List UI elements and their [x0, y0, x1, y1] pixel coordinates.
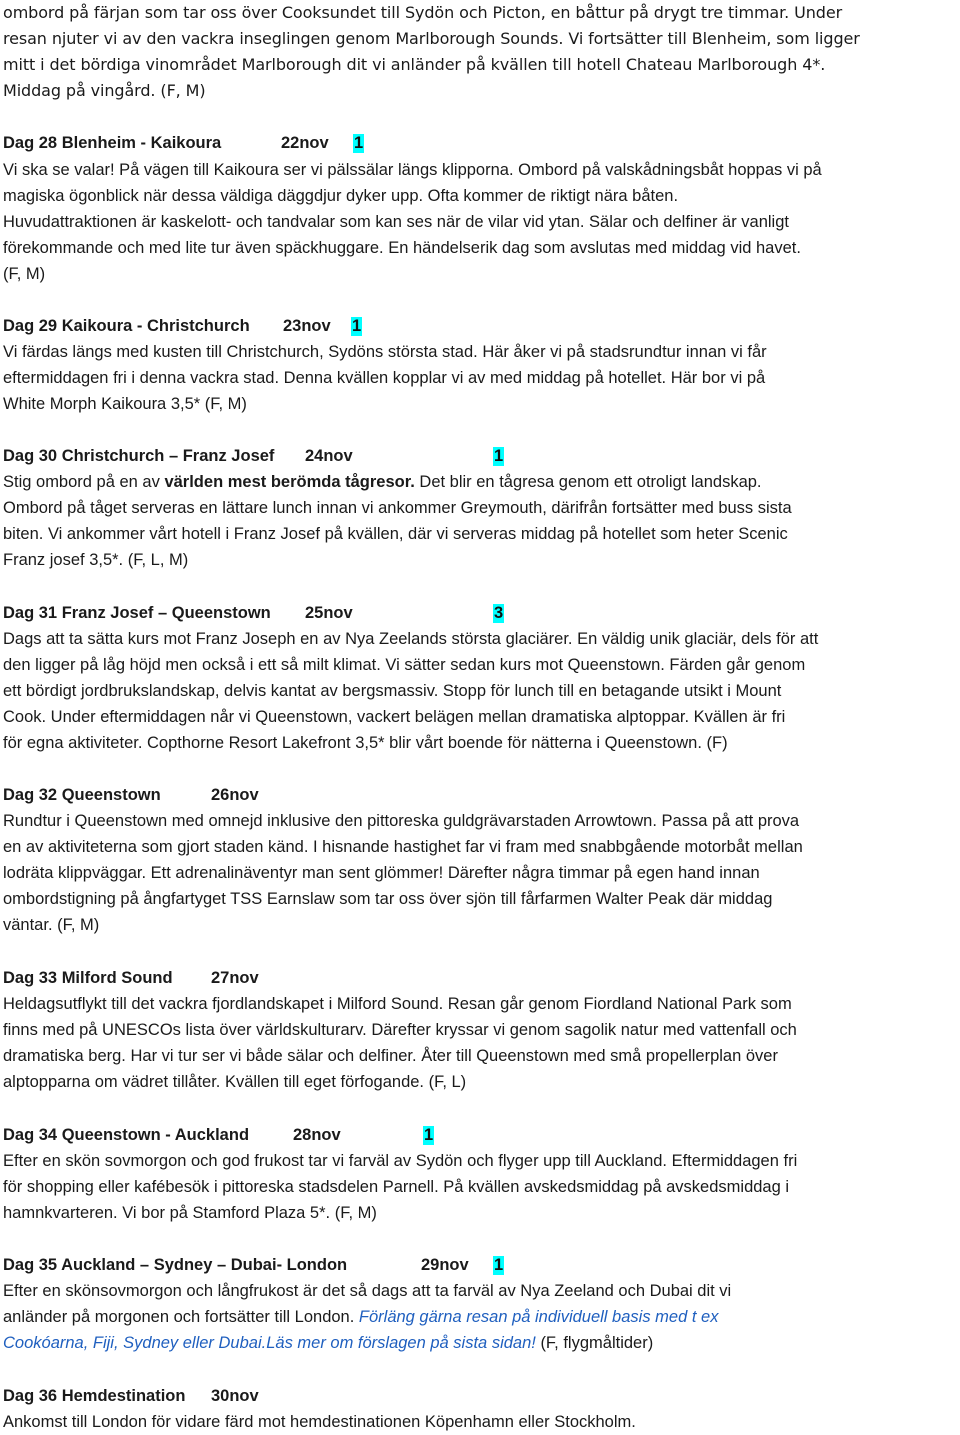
day-33-line-3: dramatiska berg. Har vi tur ser vi både sälar och delfiner. Åter till Queenstown med små propellerplan över	[3, 1047, 778, 1065]
day-30-date: 24nov	[305, 447, 353, 465]
day-30-heading	[3, 443, 504, 469]
day-28-title: Dag 28 Blenheim - Kaikoura	[3, 134, 222, 152]
day-32-line-1: Rundtur i Queenstown med omnejd inklusive den pittoreska guldgrävarstaden Arrowtown. Passa på att prova	[3, 812, 800, 830]
day-31-line-5: för egna aktiviteter. Copthorne Resort Lakefront 3,5* blir vårt boende för nätterna i Queenstown. (F)	[3, 734, 728, 752]
day-31-date: 25nov	[305, 604, 353, 622]
day-31-line-4: Cook. Under eftermiddagen når vi Queenstown, vackert belägen mellan dramatiska alptoppar. Kvällen är fri	[3, 708, 786, 726]
day-28-line-5: (F, M)	[3, 265, 46, 283]
day-36-line-1: Ankomst till London för vidare färd mot hemdestinationen Köpenhamn eller Stockholm.	[3, 1413, 636, 1431]
day-32-date: 26nov	[211, 786, 259, 804]
day-33-line-2: finns med på UNESCOs lista över världskulturarv. Därefter kryssar vi genom sagolik natur med vattenfall och	[3, 1021, 797, 1039]
day-31-line-2: den ligger på låg höjd men också i ett så milt klimat. Vi sätter sedan kurs mot Queenstown. Färden går genom	[3, 656, 806, 674]
day-31-line-1: Dags att ta sätta kurs mot Franz Joseph en av Nya Zeelands största glaciärer. En väldig unik glaciär, dels för att	[3, 630, 819, 648]
day-35-heading	[3, 1252, 504, 1278]
day-30-line-1-c: Det blir en tågresa genom ett otroligt landskap.	[419, 473, 762, 491]
day-29-heading	[3, 313, 362, 339]
day-35-line-3	[3, 1330, 653, 1356]
day-29-date: 23nov	[283, 317, 331, 335]
day-36-title: Dag 36 Hemdestination	[3, 1387, 186, 1405]
day-35-line-1: Efter en skönsovmorgon och långfrukost är det så dags att ta farväl av Nya Zeeland och Dubai dit vi	[3, 1282, 732, 1300]
day-33-date: 27nov	[211, 969, 259, 987]
day-34-title: Dag 34 Queenstown - Auckland	[3, 1126, 250, 1144]
day-34-line-1: Efter en skön sovmorgon och god frukost tar vi farväl av Sydön och flyger upp till Auckland. Eftermiddagen fri	[3, 1152, 798, 1170]
intro-line-3: mitt i det bördiga vinområdet Marlborough dit vi anländer på kvällen till hotell Chateau Marlborough 4*.	[3, 55, 826, 74]
day-35-meals: (F, flygmåltider)	[540, 1334, 654, 1352]
day-33-line-4: alptopparna om vädret tillåter. Kvällen till eget förfogande. (F, L)	[3, 1073, 467, 1091]
day-32-line-5: väntar. (F, M)	[3, 916, 100, 934]
intro-line-2: resan njuter vi av den vackra inseglingen genom Marlborough Sounds. Vi fortsätter till Blenheim, som ligger	[3, 29, 860, 48]
day-36-date: 30nov	[211, 1387, 259, 1405]
day-35-date: 29nov	[421, 1256, 469, 1274]
day-32-title: Dag 32 Queenstown	[3, 786, 161, 804]
day-34-line-2: för shopping eller kafébesök i pittoreska stadsdelen Parnell. På kvällen avskedsmiddag på avskedsmiddag i	[3, 1178, 790, 1196]
day-35-line-2	[3, 1304, 718, 1330]
day-31-nights-badge: 3	[494, 604, 504, 622]
intro-line-1: ombord på färjan som tar oss över Cooksundet till Sydön och Picton, en båttur på drygt tre timmar. Under	[3, 3, 843, 22]
day-28-line-3: Huvudattraktionen är kaskelott- och tandvalar som kan ses när de vilar vid ytan. Sälar och delfiner är vanligt	[3, 213, 789, 231]
day-29-line-2: eftermiddagen fri i denna vackra stad. Denna kvällen kopplar vi av med middag på hotellet. Här bor vi på	[3, 369, 766, 387]
day-34-heading	[3, 1122, 434, 1148]
day-30-line-4	[3, 547, 188, 573]
day-30-line-4-hotel: Franz josef 3,5*.	[3, 551, 124, 569]
day-32-line-2: en av aktiviteterna som gjort staden känd. I hisnande hastighet far vi fram med snabbgående motorbåt mellan	[3, 838, 803, 856]
day-33-title: Dag 33 Milford Sound	[3, 969, 173, 987]
day-30-line-1	[3, 469, 762, 495]
day-28-nights-badge: 1	[354, 134, 364, 152]
day-28-line-2: magiska ögonblick när dessa väldiga däggdjur dyker upp. Ofta kommer de riktigt nära båten.	[3, 187, 679, 205]
day-31-line-3: ett bördigt jordbrukslandskap, delvis kantat av bergsmassiv. Stopp för lunch till en betagande utsikt i Mount	[3, 682, 782, 700]
day-28-date: 22nov	[281, 134, 329, 152]
day-34-nights-badge: 1	[424, 1126, 434, 1144]
day-30-title: Dag 30 Christchurch – Franz Josef	[3, 447, 275, 465]
intro-line-4-meals: (F, M)	[160, 81, 206, 100]
day-35-extension-note-cont: Cookóarna, Fiji, Sydney eller Dubai.Läs mer om förslagen på sista sidan!	[3, 1334, 536, 1352]
day-36-heading	[3, 1383, 259, 1409]
day-29-line-3: White Morph Kaikoura 3,5* (F, M)	[3, 395, 247, 413]
day-28-heading	[3, 130, 364, 156]
day-31-title: Dag 31 Franz Josef – Queenstown	[3, 604, 271, 622]
day-33-heading	[3, 965, 259, 991]
day-35-extension-note: Förläng gärna resan på individuell basis med t ex	[358, 1308, 719, 1326]
day-35-line-2-text: anländer på morgonen och fortsätter till London.	[3, 1308, 355, 1326]
day-34-line-3: hamnkvarteren. Vi bor på Stamford Plaza 5*. (F, M)	[3, 1204, 377, 1222]
day-32-line-4: ombordstigning på ångfartyget TSS Earnslaw som tar oss över sjön till fårfarmen Walter Peak där middag	[3, 890, 773, 908]
day-30-line-3: biten. Vi ankommer vårt hotell i Franz Josef på kvällen, där vi serveras middag på hotellet som heter Scenic	[3, 525, 788, 543]
intro-line-4-text: Middag på vingård.	[3, 81, 156, 100]
day-30-line-1-a: Stig ombord på en av	[3, 473, 160, 491]
day-33-line-1: Heldagsutflykt till det vackra fjordlandskapet i Milford Sound. Resan går genom Fiordland National Park som	[3, 995, 792, 1013]
day-31-heading	[3, 600, 504, 626]
day-28-line-4: förekommande och med lite tur även späckhuggare. En händelserik dag som avslutas med middag vid havet.	[3, 239, 801, 257]
day-30-line-1-bold: världen mest berömda tågresor.	[164, 473, 415, 491]
day-34-date: 28nov	[293, 1126, 341, 1144]
day-32-heading	[3, 782, 259, 808]
day-30-nights-badge: 1	[494, 447, 504, 465]
day-35-title: Dag 35 Auckland – Sydney – Dubai- London	[3, 1256, 348, 1274]
day-28-line-1: Vi ska se valar! På vägen till Kaikoura ser vi pälssälar längs klipporna. Ombord på valskådningsbåt hoppas vi på	[3, 161, 822, 179]
day-32-line-3: lodräta klippväggar. Ett adrenalinäventyr man sent glömmer! Därefter några timmar på egen hand innan	[3, 864, 760, 882]
day-29-nights-badge: 1	[352, 317, 362, 335]
intro-line-4	[3, 78, 206, 104]
day-30-line-4-meals: (F, L, M)	[127, 551, 189, 569]
day-29-title: Dag 29 Kaikoura - Christchurch	[3, 317, 250, 335]
day-35-nights-badge: 1	[494, 1256, 504, 1274]
day-29-line-1: Vi färdas längs med kusten till Christchurch, Sydöns största stad. Här åker vi på stadsrundtur innan vi får	[3, 343, 767, 361]
day-30-line-2: Ombord på tåget serveras en lättare lunch innan vi ankommer Greymouth, därifrån fortsätter med buss sista	[3, 499, 792, 517]
